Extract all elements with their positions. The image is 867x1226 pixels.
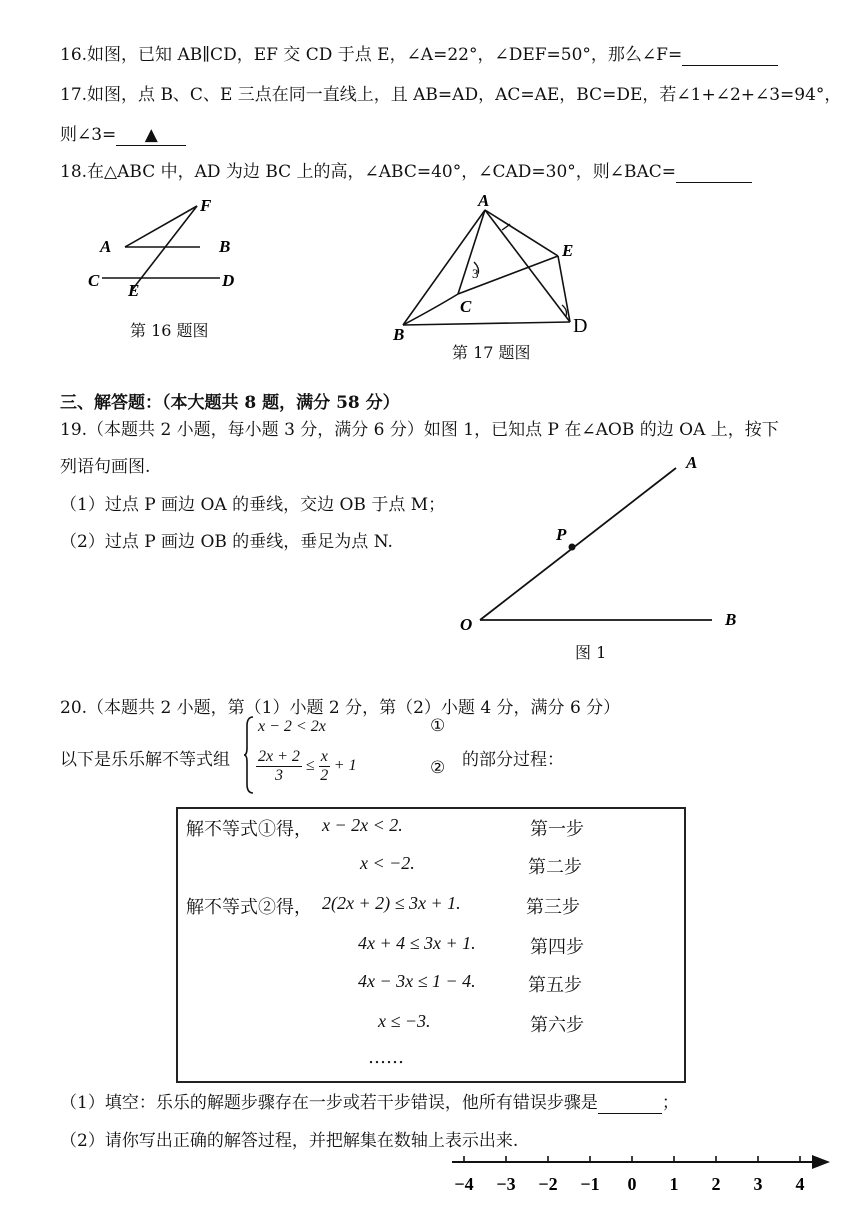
label-d: D — [573, 315, 588, 337]
inequality-1: x − 2 < 2x — [258, 718, 326, 735]
inequality-2-mark: ② — [430, 758, 446, 778]
label-a: A — [686, 453, 698, 472]
step-3-prefix: 解不等式②得， — [186, 897, 312, 918]
number-line — [440, 1150, 840, 1210]
label-angle-3: 3 — [472, 266, 479, 281]
label-e: E — [562, 241, 574, 260]
inequality-2 — [256, 748, 357, 785]
ineq2-denominator-1: 3 — [274, 767, 283, 784]
step-1-prefix: 解不等式①得， — [186, 819, 312, 840]
answer-blank-16[interactable] — [682, 45, 778, 66]
figure-1 — [450, 450, 750, 635]
ineq2-numerator-2: x — [320, 748, 328, 765]
question-19-line2: 列语句画图. — [60, 457, 151, 477]
angle-1-arc — [502, 224, 510, 230]
label-a: A — [100, 237, 112, 256]
label-b: B — [219, 237, 231, 256]
question-20-outro: 的部分过程： — [462, 750, 564, 770]
label-e: E — [128, 281, 140, 300]
figure-16 — [80, 190, 260, 310]
ineq2-numerator-1: 2x + 2 — [258, 748, 300, 765]
step-3-label: 第三步 — [526, 897, 580, 918]
question-16 — [60, 40, 778, 66]
question-17-line2 — [60, 120, 186, 146]
figure-16-caption: 第 16 题图 — [130, 321, 209, 340]
step-2-expr: x < −2. — [360, 853, 415, 873]
label-c: C — [88, 271, 100, 290]
point-p — [569, 544, 576, 551]
step-5-label: 第五步 — [528, 975, 582, 996]
label-c: C — [460, 297, 472, 316]
step-2-label: 第二步 — [528, 857, 582, 878]
figure-17-caption: 第 17 题图 — [452, 343, 531, 362]
label-d: D — [222, 271, 235, 290]
solution-box — [176, 807, 686, 1083]
question-16-text: 16.如图，已知 AB∥CD，EF 交 CD 于点 E，∠A=22°，∠DEF=50°，那么∠F= — [60, 45, 683, 65]
figure-1-caption: 图 1 — [575, 643, 607, 662]
answer-blank-17[interactable] — [116, 125, 186, 146]
step-5-expr: 4x − 3x ≤ 1 − 4. — [358, 971, 476, 991]
number-line-tick-label: 2 — [711, 1174, 721, 1194]
label-o: O — [460, 615, 473, 634]
segment-bce — [403, 256, 558, 325]
question-19-item2: （2）过点 P 画边 OB 的垂线，垂足为点 N. — [60, 532, 393, 552]
step-1-label: 第一步 — [530, 819, 584, 840]
part-1-text: （1）填空：乐乐的解题步骤存在一步或若干步错误，他所有错误步骤是 — [60, 1093, 598, 1113]
step-6-label: 第六步 — [530, 1015, 584, 1036]
part-1-end: ； — [661, 1093, 679, 1113]
step-3-expr: 2(2x + 2) ≤ 3x + 1. — [322, 893, 461, 913]
triangle-marker-icon: ▲ — [144, 125, 158, 145]
segment-bd — [403, 322, 570, 325]
ineq2-denominator-2: 2 — [320, 767, 329, 784]
answer-blank-20-1[interactable] — [598, 1093, 662, 1114]
number-line-tick-label: 1 — [669, 1174, 679, 1194]
section-3-title: 三、解答题：（本大题共 8 题，满分 58 分） — [60, 393, 400, 413]
label-a: A — [478, 191, 490, 210]
line-af — [125, 206, 197, 247]
number-line-tick-label: −4 — [454, 1174, 474, 1194]
number-line-tick-label: 3 — [753, 1174, 763, 1194]
number-line-tick-label: −1 — [580, 1174, 600, 1194]
step-4-label: 第四步 — [530, 937, 584, 958]
step-6-expr: x ≤ −3. — [378, 1011, 431, 1031]
segment-ad — [485, 210, 570, 322]
question-18-text: 18.在△ABC 中，AD 为边 BC 上的高，∠ABC=40°，∠CAD=30°，则∠BAC= — [60, 162, 677, 182]
number-line-tick-label: −3 — [496, 1174, 516, 1194]
inequality-1-mark: ① — [430, 716, 446, 736]
number-line-arrow-icon — [812, 1155, 830, 1169]
number-line-tick-label: 4 — [795, 1174, 805, 1194]
number-line-tick-label: −2 — [538, 1174, 558, 1194]
label-p: P — [556, 525, 567, 544]
question-18 — [60, 157, 752, 183]
label-f: F — [200, 196, 212, 215]
number-line-tick-label: 0 — [627, 1174, 637, 1194]
question-17-line1: 17.如图，点 B、C、E 三点在同一直线上，且 AB=AD，AC=AE，BC=DE，若∠1+∠2+∠3=94°， — [60, 85, 842, 105]
figure-17 — [390, 190, 600, 340]
segment-ae — [485, 210, 558, 256]
answer-blank-18[interactable] — [676, 162, 752, 183]
label-b: B — [393, 325, 405, 340]
question-20-part2: （2）请你写出正确的解答过程，并把解集在数轴上表示出来. — [60, 1131, 519, 1151]
step-1-expr: x − 2x < 2. — [322, 815, 403, 835]
ellipsis: …… — [368, 1047, 404, 1068]
label-b: B — [725, 610, 737, 629]
question-17-prefix: 则∠3= — [60, 125, 117, 145]
ray-oa — [480, 468, 676, 620]
inequality-system-brace — [244, 716, 254, 794]
question-19-line1: 19.（本题共 2 小题，每小题 3 分，满分 6 分）如图 1，已知点 P 在∠AOB 的边 OA 上，按下 — [60, 420, 779, 440]
ineq2-leq: ≤ — [305, 757, 315, 775]
question-20-intro: 以下是乐乐解不等式组 — [60, 750, 230, 770]
question-19-item1: （1）过点 P 画边 OA 的垂线，交边 OB 于点 M； — [60, 495, 446, 515]
ineq2-tail: + 1 — [333, 757, 357, 775]
question-20-header: 20.（本题共 2 小题，第（1）小题 2 分，第（2）小题 4 分，满分 6 分） — [60, 698, 621, 718]
segment-ed — [558, 256, 570, 322]
question-20-part1 — [60, 1088, 679, 1114]
step-4-expr: 4x + 4 ≤ 3x + 1. — [358, 933, 476, 953]
segment-ac — [458, 210, 485, 294]
